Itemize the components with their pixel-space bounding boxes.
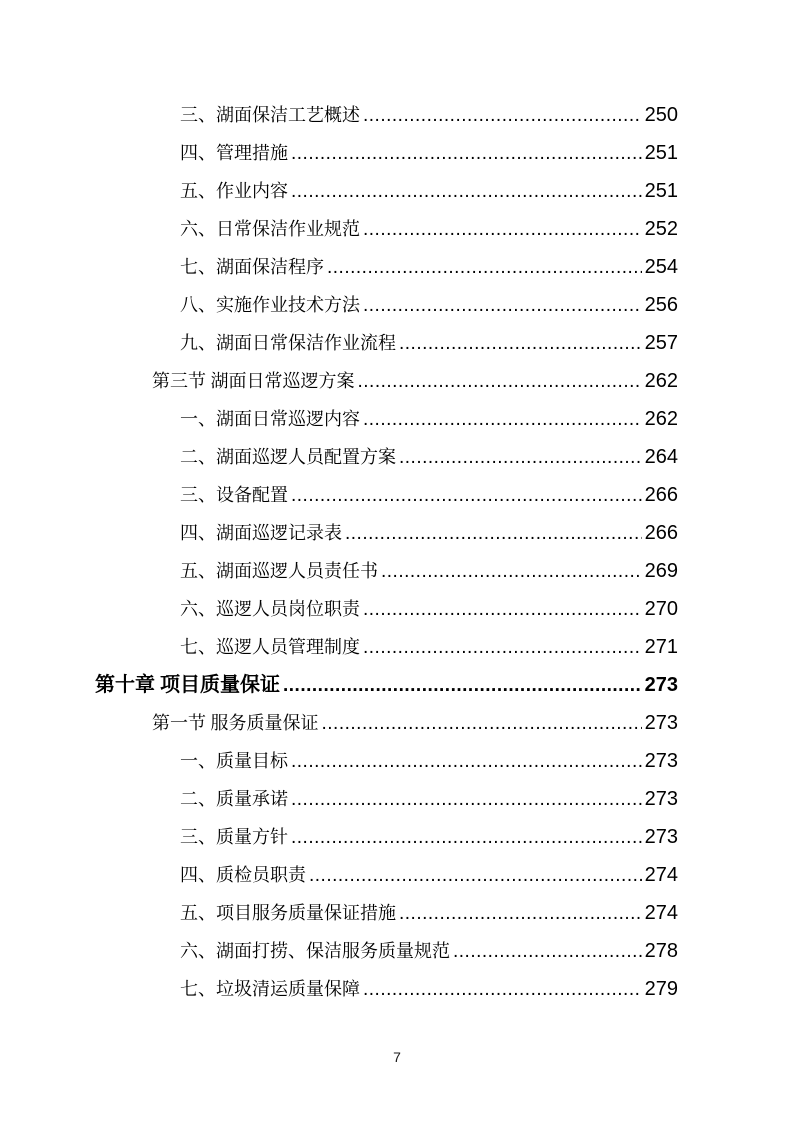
toc-entry-label: 八、实施作业技术方法 xyxy=(180,295,360,315)
toc-dot-leader xyxy=(363,971,642,1009)
toc-dot-leader xyxy=(363,401,642,439)
toc-entry-page-number: 266 xyxy=(644,484,678,506)
toc-dot-leader xyxy=(399,325,642,363)
toc-dot-leader xyxy=(291,743,642,781)
toc-entry-page-number: 274 xyxy=(644,864,678,886)
toc-entry-page-number: 266 xyxy=(644,522,678,544)
toc-entry-item[interactable] xyxy=(95,134,678,172)
toc-entry-label: 二、质量承诺 xyxy=(180,789,288,809)
toc-entry-label: 六、湖面打捞、保洁服务质量规范 xyxy=(180,941,450,961)
toc-entry-page-number: 252 xyxy=(644,218,678,240)
toc-dot-leader xyxy=(345,515,642,553)
toc-entry-page-number: 273 xyxy=(644,712,678,734)
page-footer xyxy=(0,1049,794,1065)
toc-dot-leader xyxy=(309,857,642,895)
toc-entry-page-number: 254 xyxy=(644,256,678,278)
toc-entry-item[interactable] xyxy=(95,552,678,590)
toc-entry-page-number: 264 xyxy=(644,446,678,468)
toc-entry-page-number: 257 xyxy=(644,332,678,354)
toc-entry-page-number: 269 xyxy=(644,560,678,582)
toc-entry-chapter[interactable] xyxy=(95,666,678,704)
toc-entry-page-number: 262 xyxy=(644,370,678,392)
toc-entry-label: 三、湖面保洁工艺概述 xyxy=(180,105,360,125)
toc-entry-item[interactable] xyxy=(95,400,678,438)
toc-entry-label: 第三节 湖面日常巡逻方案 xyxy=(152,371,355,391)
toc-entry-item[interactable] xyxy=(95,742,678,780)
toc-entry-page-number: 273 xyxy=(644,826,678,848)
toc-entry-page-number: 251 xyxy=(644,142,678,164)
toc-entry-label: 一、质量目标 xyxy=(180,751,288,771)
toc-entry-page-number: 279 xyxy=(644,978,678,1000)
toc-entry-label: 七、湖面保洁程序 xyxy=(180,257,324,277)
toc-entry-label: 五、湖面巡逻人员责任书 xyxy=(180,561,378,581)
toc-entry-item[interactable] xyxy=(95,856,678,894)
toc-dot-leader xyxy=(291,819,642,857)
toc-dot-leader xyxy=(363,591,642,629)
toc-entry-label: 第一节 服务质量保证 xyxy=(152,713,319,733)
table-of-contents xyxy=(95,96,678,1008)
toc-entry-page-number: 274 xyxy=(644,902,678,924)
toc-entry-section[interactable] xyxy=(95,704,678,742)
toc-entry-item[interactable] xyxy=(95,628,678,666)
toc-dot-leader xyxy=(358,363,642,401)
toc-entry-label: 三、设备配置 xyxy=(180,485,288,505)
toc-entry-item[interactable] xyxy=(95,780,678,818)
toc-entry-page-number: 250 xyxy=(644,104,678,126)
toc-entry-label: 四、湖面巡逻记录表 xyxy=(180,523,342,543)
toc-dot-leader xyxy=(291,477,642,515)
toc-entry-label: 三、质量方针 xyxy=(180,827,288,847)
toc-entry-page-number: 256 xyxy=(644,294,678,316)
toc-entry-label: 五、作业内容 xyxy=(180,181,288,201)
toc-dot-leader xyxy=(363,287,642,325)
toc-entry-item[interactable] xyxy=(95,324,678,362)
toc-entry-label: 六、巡逻人员岗位职责 xyxy=(180,599,360,619)
toc-entry-label: 第十章 项目质量保证 xyxy=(95,674,280,696)
toc-entry-item[interactable] xyxy=(95,438,678,476)
toc-dot-leader xyxy=(291,135,642,173)
toc-entry-item[interactable] xyxy=(95,970,678,1008)
toc-entry-label: 五、项目服务质量保证措施 xyxy=(180,903,396,923)
toc-entry-item[interactable] xyxy=(95,514,678,552)
toc-dot-leader xyxy=(363,97,642,135)
toc-entry-item[interactable] xyxy=(95,932,678,970)
toc-entry-section[interactable] xyxy=(95,362,678,400)
toc-entry-label: 九、湖面日常保洁作业流程 xyxy=(180,333,396,353)
toc-entry-page-number: 262 xyxy=(644,408,678,430)
toc-dot-leader xyxy=(291,173,642,211)
toc-entry-item[interactable] xyxy=(95,476,678,514)
toc-entry-label: 一、湖面日常巡逻内容 xyxy=(180,409,360,429)
toc-entry-item[interactable] xyxy=(95,210,678,248)
toc-entry-label: 七、垃圾清运质量保障 xyxy=(180,979,360,999)
toc-dot-leader xyxy=(453,933,642,971)
toc-entry-page-number: 273 xyxy=(644,750,678,772)
toc-dot-leader xyxy=(291,781,642,819)
toc-entry-label: 二、湖面巡逻人员配置方案 xyxy=(180,447,396,467)
toc-entry-item[interactable] xyxy=(95,96,678,134)
toc-entry-item[interactable] xyxy=(95,286,678,324)
toc-dot-leader xyxy=(363,211,642,249)
toc-entry-page-number: 273 xyxy=(644,788,678,810)
toc-dot-leader xyxy=(327,249,642,287)
toc-entry-label: 四、管理措施 xyxy=(180,143,288,163)
toc-entry-label: 七、巡逻人员管理制度 xyxy=(180,637,360,657)
toc-entry-item[interactable] xyxy=(95,894,678,932)
toc-dot-leader xyxy=(381,553,642,591)
toc-entry-page-number: 273 xyxy=(644,674,678,696)
toc-entry-label: 四、质检员职责 xyxy=(180,865,306,885)
footer-page-number: 7 xyxy=(393,1049,401,1065)
toc-dot-leader xyxy=(399,895,642,933)
toc-entry-label: 六、日常保洁作业规范 xyxy=(180,219,360,239)
toc-dot-leader xyxy=(399,439,642,477)
toc-entry-item[interactable] xyxy=(95,818,678,856)
toc-dot-leader xyxy=(363,629,642,667)
toc-dot-leader xyxy=(283,667,642,705)
toc-dot-leader xyxy=(322,705,642,743)
toc-entry-page-number: 270 xyxy=(644,598,678,620)
toc-entry-page-number: 271 xyxy=(644,636,678,658)
toc-entry-item[interactable] xyxy=(95,248,678,286)
toc-entry-item[interactable] xyxy=(95,172,678,210)
toc-entry-item[interactable] xyxy=(95,590,678,628)
toc-entry-page-number: 278 xyxy=(644,940,678,962)
toc-entry-page-number: 251 xyxy=(644,180,678,202)
